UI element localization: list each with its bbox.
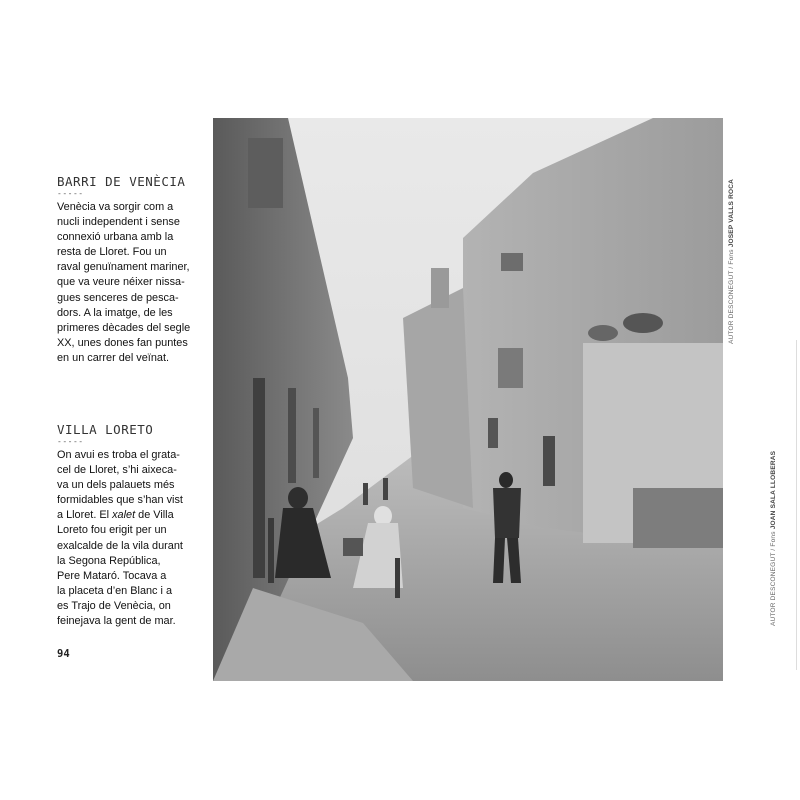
photo-credit-1: AUTOR DESCONEGUT / Fons JOSEP VALLS ROCA — [728, 178, 735, 344]
heading-separator: ----- — [57, 437, 84, 446]
section-barri-de-venecia — [57, 174, 207, 366]
section-body: Venècia va sorgir com a nucli independent i sense connexió urbana amb la resta de Lloret. Fou un raval genuïnament mariner, que va veure néixer nissa- gues senceres de pesca- dors. A la imatge, de les primeres dècades del segle XX, unes dones fan puntes en un carrer del veïnat. — [57, 201, 191, 364]
photo-credit-2: AUTOR DESCONEGUT / Fons JOAN SALA LLOBERAS — [770, 450, 777, 626]
section-heading: BARRI DE VENÈCIA — [57, 174, 186, 189]
section-heading: VILLA LORETO — [57, 422, 154, 437]
page-edge-rule — [796, 340, 797, 670]
italic-word: xalet — [112, 509, 136, 522]
section-body: On avui es troba el grata- cel de Lloret, s’hi aixeca- va un dels palauets més formidables que s’han vist a Lloret. El xalet de Villa Loreto fou erigit per un exalcalde de la vila durant la Segona República, Pere Mataró. Tocava a la placeta d’en Blanc i a es Trajo de Venècia, on feinejava la gent de mar. — [57, 449, 183, 628]
section-villa-loreto — [57, 422, 207, 629]
page-number: 94 — [57, 648, 70, 660]
heading-separator: ----- — [57, 189, 84, 198]
street-scene-photo — [213, 118, 723, 681]
